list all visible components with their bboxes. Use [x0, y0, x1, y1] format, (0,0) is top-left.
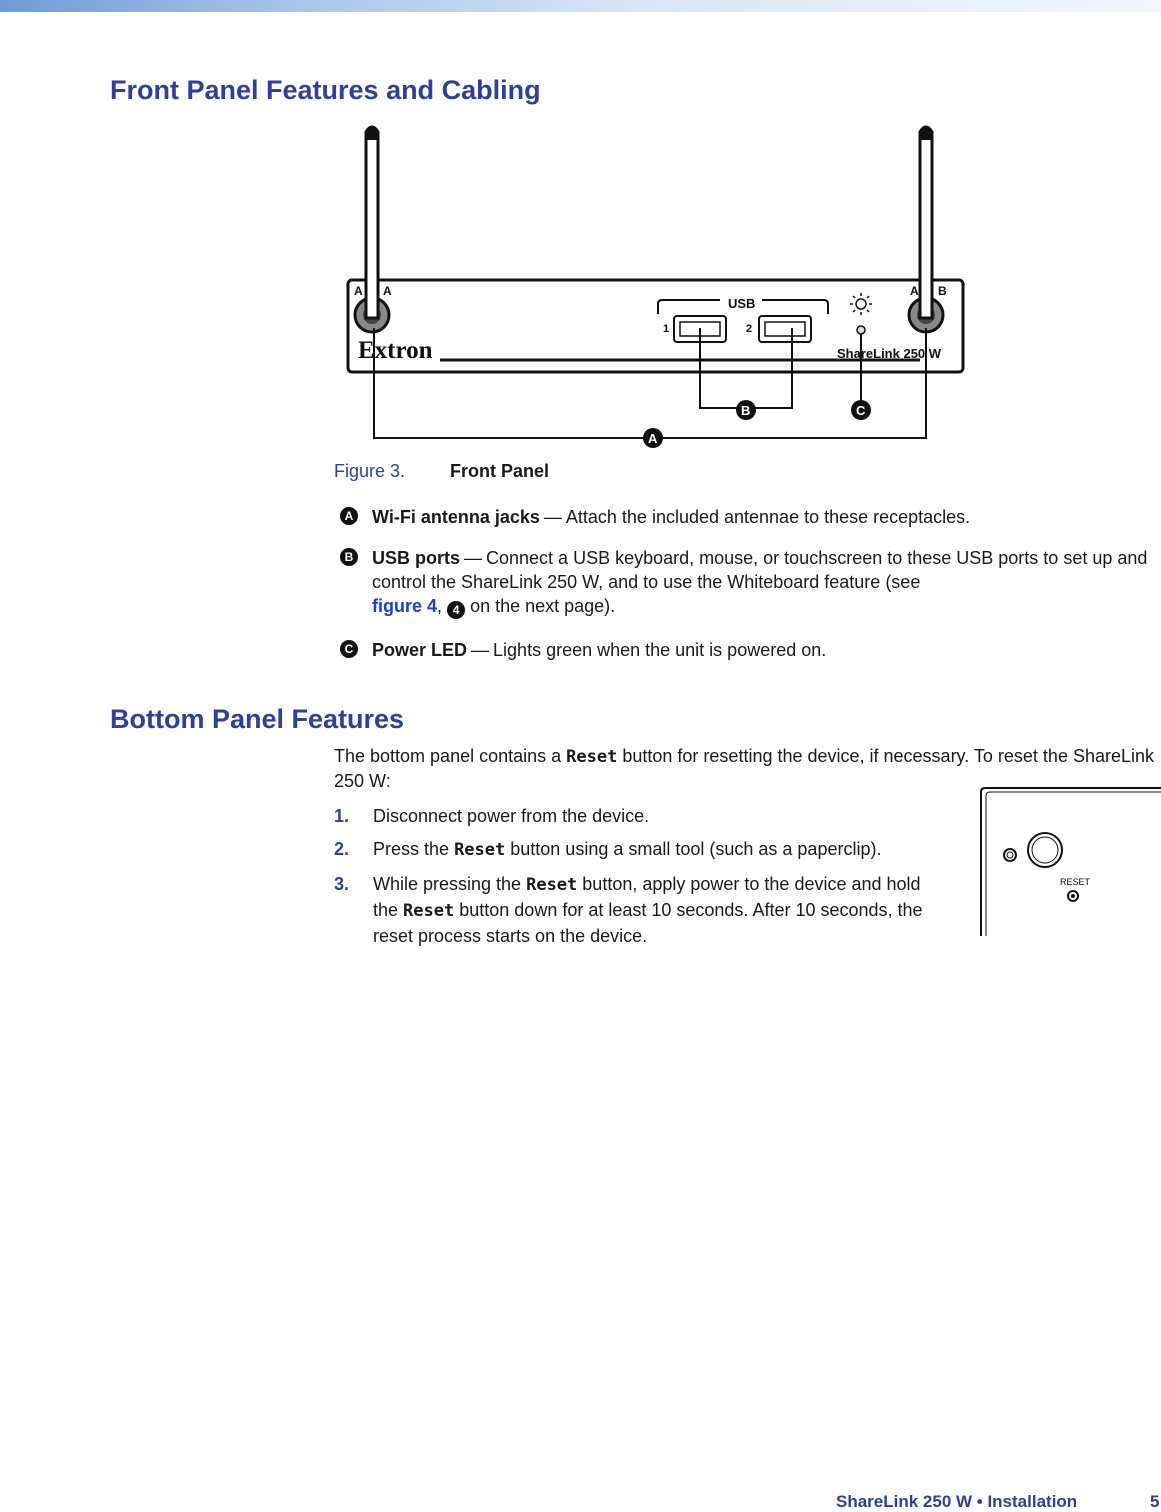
- panel-outline: [981, 788, 1161, 936]
- usb-port-2-label: 2: [746, 323, 753, 335]
- ref-badge-4: 4: [447, 601, 465, 619]
- feature-item-usb: B USB ports — Connect a USB keyboard, mouse, or touchscreen to these USB ports to set up and control the ShareLink 250 W, and to use the Whiteboard feature (see figure 4, 4 on the next page).: [340, 546, 1160, 619]
- usb-port-1-label: 1: [663, 323, 670, 335]
- power-led: [857, 326, 865, 334]
- antenna-a: [366, 127, 378, 318]
- antenna-b: [920, 127, 932, 318]
- antenna-b-prefix: A: [910, 284, 919, 298]
- antenna-a-prefix: A: [354, 284, 363, 298]
- antenna-b-label: B: [938, 284, 947, 298]
- bottom-panel-figure: [978, 786, 1161, 938]
- figure-4-link[interactable]: figure 4: [372, 596, 438, 616]
- page-number: 5: [1150, 1492, 1160, 1511]
- svg-text:B: B: [741, 403, 751, 418]
- usb-label: USB: [728, 296, 756, 311]
- figure-number: Figure 3.: [334, 461, 406, 481]
- svg-text:A: A: [648, 431, 658, 446]
- section-heading-bottom-panel: Bottom Panel Features: [110, 704, 405, 734]
- intro-paragraph: The bottom panel contains a Reset button for resetting the device, if necessary. To reset the ShareLink 250 W:: [334, 746, 1155, 791]
- antenna-a-label: A: [383, 284, 392, 298]
- item-badge: A: [340, 507, 358, 525]
- feature-item-power-led: C Power LED — Lights green when the unit is powered on.: [340, 638, 1160, 662]
- item-badge: C: [340, 640, 358, 658]
- footer-title: ShareLink 250 W • Installation: [836, 1492, 1078, 1511]
- figure-title: Front Panel: [450, 461, 550, 481]
- item-badge: B: [340, 548, 358, 566]
- section-heading-front-panel: Front Panel Features and Cabling: [110, 75, 541, 105]
- svg-text:C: C: [856, 403, 866, 418]
- front-panel-figure: [330, 118, 980, 458]
- feature-item-antenna: A Wi-Fi antenna jacks — Attach the included antennae to these receptacles.: [340, 505, 1160, 529]
- figure-caption: [334, 461, 549, 482]
- top-gradient-bar: [0, 0, 1161, 12]
- brand-logo: Extron: [358, 337, 433, 364]
- step-2: 2. Press the Reset button using a small tool (such as a paperclip).: [334, 839, 882, 860]
- step-3: 3. While pressing the Reset button, apply power to the device and hold the Reset button down for at least 10 seconds. After 10 seconds, the reset process starts on the device.: [334, 874, 923, 946]
- reset-label: RESET: [1060, 877, 1091, 887]
- model-label: ShareLink 250 W: [837, 346, 942, 361]
- step-1: 1. Disconnect power from the device.: [334, 806, 650, 826]
